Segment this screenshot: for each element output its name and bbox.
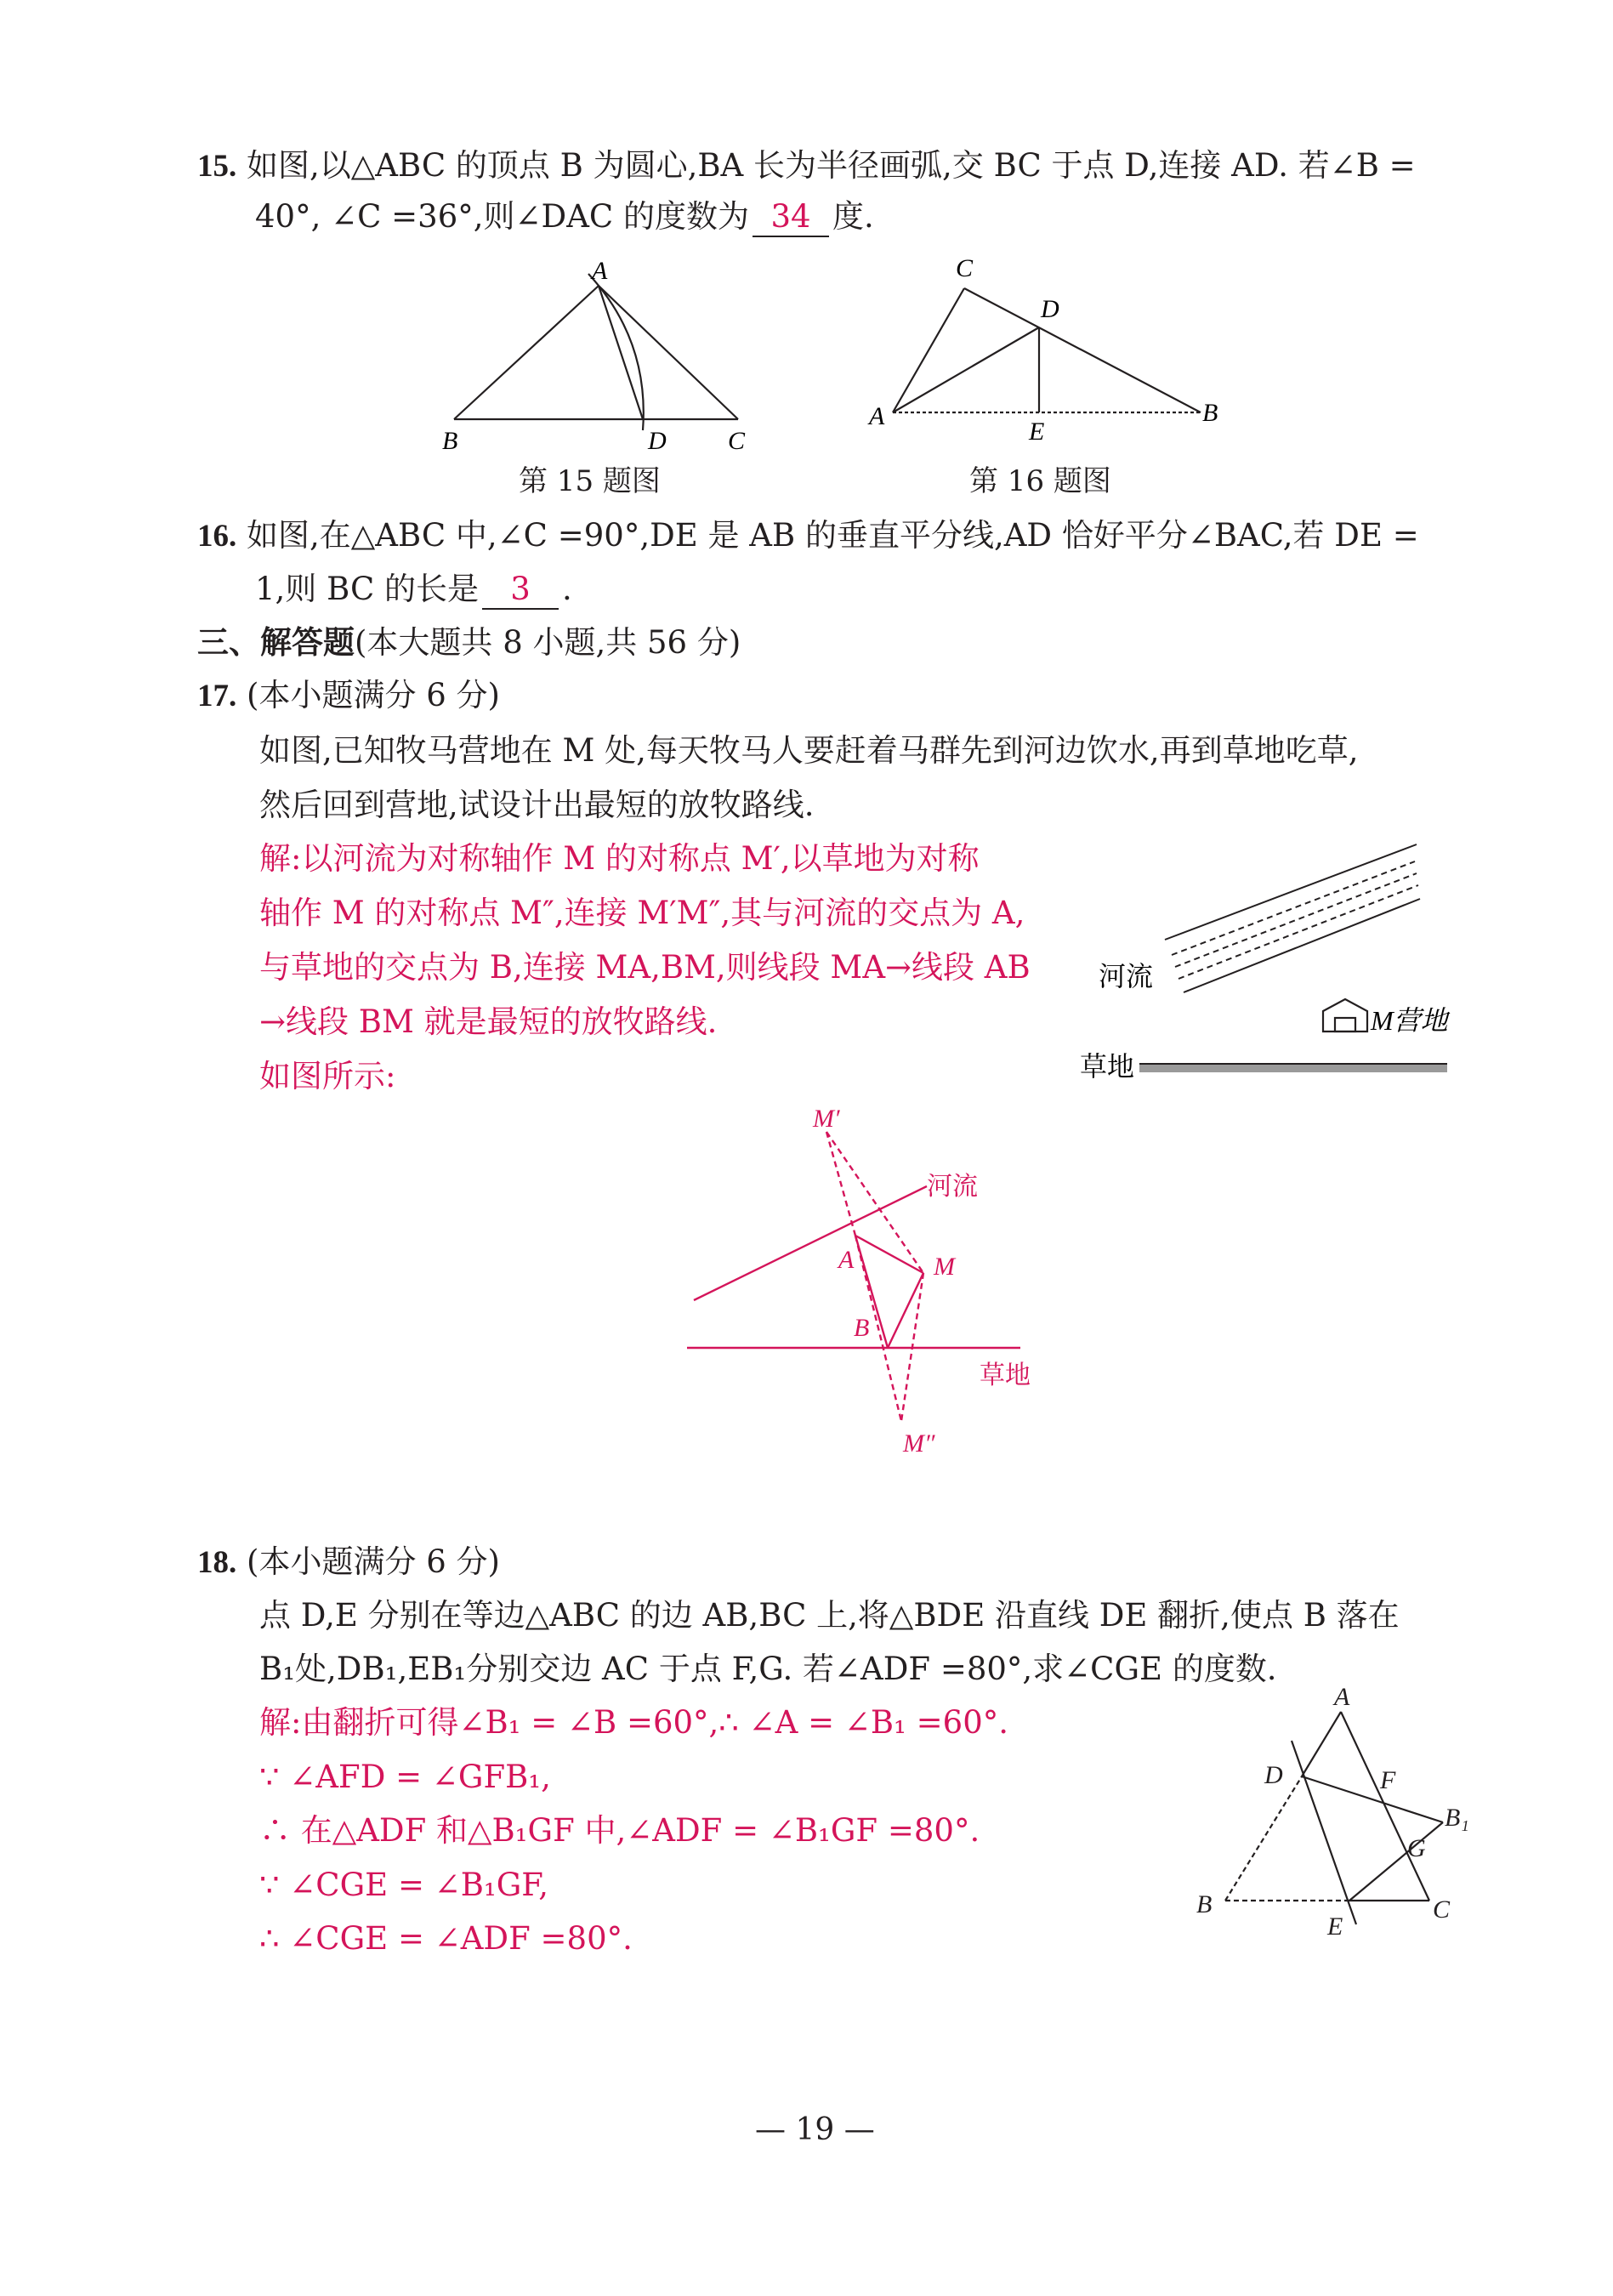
q18-seg-db1 (1302, 1776, 1443, 1822)
q17-grass-band (1139, 1064, 1447, 1072)
q17-label-river: 河流 (927, 1173, 978, 1201)
section3-heading (197, 621, 741, 664)
q18-seg-ad (1302, 1712, 1341, 1776)
q16-text-3: . (562, 571, 572, 607)
q17-label-mpp: M″ (903, 1429, 935, 1458)
q15-seg-ac (599, 286, 738, 419)
q17-points: (本小题满分 6 分) (247, 677, 500, 713)
q18-sol3: ∴ 在△ADF 和△B₁GF 中,∠ADF = ∠B₁GF =80°. (259, 1812, 980, 1849)
q16-number: 16. (197, 519, 237, 554)
q15-number: 15. (197, 149, 237, 184)
q17-river-bank-bottom (1184, 899, 1420, 992)
q17-header (197, 674, 500, 718)
camp-icon (1323, 999, 1367, 1031)
q16-line2 (255, 568, 572, 611)
q18-seg-bd (1225, 1776, 1302, 1901)
q18-label-a: A (1334, 1688, 1350, 1711)
q15-line2 (255, 196, 874, 238)
q17-camp-label: M营地 (1371, 1005, 1448, 1036)
q16-answer: 3 (482, 571, 559, 610)
q17-label-m: M (934, 1253, 955, 1281)
q17-stem2: 然后回到营地,试设计出最短的放牧路线. (259, 787, 815, 823)
q16-line1 (197, 514, 1419, 558)
q18-sol4: ∵ ∠CGE = ∠B₁GF, (259, 1867, 548, 1903)
q17-sol3: 与草地的交点为 B,连接 MA,BM,则线段 MA→线段 AB (259, 949, 1031, 986)
q15-label-a: A (592, 257, 608, 285)
q18-sol5: ∴ ∠CGE = ∠ADF =80°. (259, 1920, 633, 1957)
q17-seg-mp-a (826, 1132, 855, 1236)
q18-sol2: ∵ ∠AFD = ∠GFB₁, (259, 1759, 551, 1795)
q15-seg-ab (454, 286, 599, 419)
section3-note: (本大题共 8 小题,共 56 分) (355, 624, 741, 661)
q16-label-c: C (956, 254, 974, 282)
q16-seg-ad (893, 327, 1039, 412)
page-number: — 19 — (755, 2112, 875, 2147)
q15-text-3: 度. (832, 198, 874, 235)
q17-river-line (694, 1186, 927, 1300)
q17-sol5: 如图所示: (259, 1058, 396, 1094)
q18-stem1: 点 D,E 分别在等边△ABC 的边 AB,BC 上,将△BDE 沿直线 DE 翻折,使点 B 落在 (259, 1597, 1400, 1634)
q15-text-1: 如图,以△ABC 的顶点 B 为圆心,BA 长为半径画弧,交 BC 于点 D,连接 AD. 若∠B = (247, 147, 1416, 184)
q18-label-f: F (1380, 1766, 1396, 1794)
q17-river-dash-1 (1172, 861, 1415, 955)
q18-points: (本小题满分 6 分) (247, 1543, 500, 1580)
q18-seg-ac (1341, 1712, 1429, 1901)
q18-seg-de (1292, 1741, 1356, 1924)
q17-stem1: 如图,已知牧马营地在 M 处,每天牧马人要赶着马群先到河边饮水,再到草地吃草, (259, 732, 1359, 769)
q18-stem2: B₁处,DB₁,EB₁分别交边 AC 于点 F,G. 若∠ADF =80°,求∠CGE 的度数. (259, 1651, 1277, 1687)
q16-label-d: D (1041, 295, 1059, 323)
q18-header (197, 1541, 500, 1584)
q15-label-b: B (442, 427, 458, 455)
q17-sol2: 轴作 M 的对称点 M″,连接 M′M″,其与河流的交点为 A, (259, 895, 1025, 931)
q15-answer: 34 (753, 198, 829, 237)
q15-label-d: D (648, 427, 667, 455)
q16-label-a: A (869, 402, 885, 430)
q16-figure (867, 251, 1241, 455)
q18-sol1: 解:由翻折可得∠B₁ = ∠B =60°,∴ ∠A = ∠B₁ =60°. (259, 1704, 1008, 1741)
q17-river-label: 河流 (1099, 961, 1154, 992)
q15-line1 (197, 145, 1416, 188)
q18-label-c: C (1433, 1895, 1451, 1924)
q17-river-dash-2 (1175, 873, 1417, 967)
q17-label-mp: M′ (813, 1105, 840, 1133)
q18-label-b: B (1196, 1890, 1213, 1918)
q18-seg-eb1 (1349, 1822, 1443, 1901)
q17-seg-bm (888, 1273, 923, 1348)
q18-figure (1186, 1688, 1492, 1952)
section3-title: 三、解答题 (197, 623, 355, 661)
q15-arc (588, 274, 644, 430)
q17-figure-solution (663, 1101, 1071, 1458)
q17-figure-problem (1080, 829, 1480, 1093)
q16-seg-ca (893, 288, 964, 412)
q18-label-e: E (1327, 1912, 1343, 1941)
q15-label-c: C (728, 427, 746, 455)
q16-caption: 第 16 题图 (969, 464, 1111, 498)
q17-number: 17. (197, 679, 237, 713)
q17-label-grass: 草地 (980, 1361, 1031, 1390)
q17-label-a: A (838, 1246, 855, 1274)
q18-label-b1: B₁ (1445, 1804, 1469, 1832)
q18-label-g: G (1407, 1834, 1426, 1862)
q16-text-2: 1,则 BC 的长是 (255, 571, 480, 607)
q16-label-b: B (1202, 399, 1218, 427)
q15-figure (442, 255, 765, 459)
q16-label-e: E (1029, 418, 1045, 446)
q15-text-2: 40°, ∠C =36°,则∠DAC 的度数为 (255, 198, 749, 235)
q17-grass-label: 草地 (1080, 1051, 1135, 1082)
q16-text-1: 如图,在△ABC 中,∠C =90°,DE 是 AB 的垂直平分线,AD 恰好平分∠BAC,若 DE = (247, 517, 1419, 554)
q17-river-dash-3 (1179, 885, 1418, 979)
q17-label-b: B (854, 1314, 870, 1342)
q17-river-bank-top (1165, 844, 1417, 940)
q18-number: 18. (197, 1545, 237, 1580)
q17-sol4: →线段 BM 就是最短的放牧路线. (259, 1003, 718, 1040)
q15-caption: 第 15 题图 (519, 464, 661, 498)
q18-label-d: D (1264, 1761, 1283, 1789)
q17-sol1: 解:以河流为对称轴作 M 的对称点 M′,以草地为对称 (259, 840, 980, 877)
